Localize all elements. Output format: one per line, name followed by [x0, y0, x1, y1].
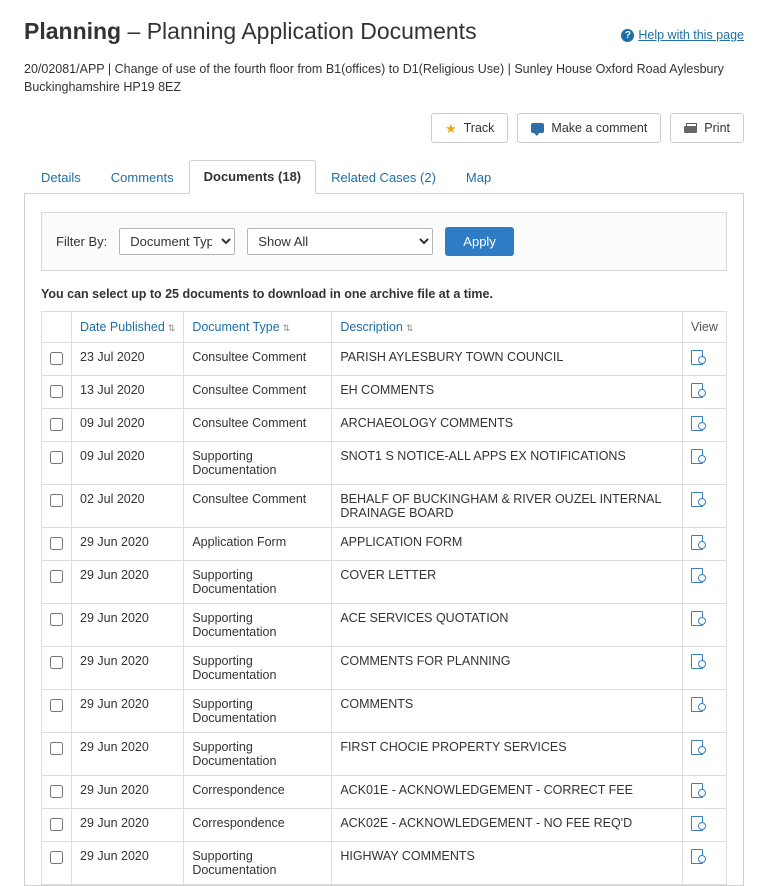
- row-checkbox[interactable]: [50, 418, 63, 431]
- page-title-rest: – Planning Application Documents: [121, 18, 477, 44]
- row-select-cell: [42, 528, 72, 561]
- row-date: 29 Jun 2020: [72, 647, 184, 690]
- documents-table-body: [42, 343, 727, 885]
- sort-icon: ⇅: [405, 323, 414, 334]
- row-type: Consultee Comment: [184, 343, 332, 376]
- print-button[interactable]: [670, 113, 744, 143]
- view-document-icon[interactable]: [691, 740, 705, 754]
- table-row: [42, 690, 727, 733]
- row-view-cell: [683, 343, 727, 376]
- row-view-cell: [683, 485, 727, 528]
- tab-comments[interactable]: Comments: [110, 170, 174, 186]
- filter-bar: [41, 212, 727, 271]
- table-row: [42, 343, 727, 376]
- row-select-cell: [42, 733, 72, 776]
- header-description-label: Description: [340, 320, 403, 335]
- header-view-label: View: [691, 320, 718, 335]
- page-title-strong: Planning: [24, 18, 122, 44]
- select-all-header: [42, 312, 72, 343]
- row-description: ACK01E - ACKNOWLEDGEMENT - CORRECT FEE: [332, 776, 683, 809]
- table-row: [42, 809, 727, 842]
- row-checkbox[interactable]: [50, 352, 63, 365]
- table-row: [42, 485, 727, 528]
- header-document-type[interactable]: [184, 312, 332, 343]
- row-checkbox[interactable]: [50, 494, 63, 507]
- print-button-label: Print: [704, 120, 730, 135]
- row-description: PARISH AYLESBURY TOWN COUNCIL: [332, 343, 683, 376]
- row-checkbox[interactable]: [50, 613, 63, 626]
- view-document-icon[interactable]: [691, 783, 705, 797]
- row-select-cell: [42, 809, 72, 842]
- tab-documents[interactable]: Documents (18): [189, 160, 317, 194]
- row-type: Supporting Documentation: [184, 842, 332, 885]
- row-type: Consultee Comment: [184, 409, 332, 442]
- view-document-icon[interactable]: [691, 449, 705, 463]
- row-description: ACE SERVICES QUOTATION: [332, 604, 683, 647]
- row-select-cell: [42, 604, 72, 647]
- view-document-icon[interactable]: [691, 568, 705, 582]
- row-select-cell: [42, 842, 72, 885]
- row-checkbox[interactable]: [50, 570, 63, 583]
- row-description: COVER LETTER: [332, 561, 683, 604]
- row-type: Supporting Documentation: [184, 690, 332, 733]
- row-type: Correspondence: [184, 776, 332, 809]
- row-checkbox[interactable]: [50, 851, 63, 864]
- row-description: HIGHWAY COMMENTS: [332, 842, 683, 885]
- row-type: Application Form: [184, 528, 332, 561]
- row-date: 02 Jul 2020: [72, 485, 184, 528]
- table-row: [42, 528, 727, 561]
- row-checkbox[interactable]: [50, 656, 63, 669]
- header-view: [683, 312, 727, 343]
- row-description: BEHALF OF BUCKINGHAM & RIVER OUZEL INTERNAL DRAINAGE BOARD: [332, 485, 683, 528]
- row-description: ACK02E - ACKNOWLEDGEMENT - NO FEE REQ'D: [332, 809, 683, 842]
- row-view-cell: [683, 842, 727, 885]
- row-type: Supporting Documentation: [184, 442, 332, 485]
- row-view-cell: [683, 647, 727, 690]
- sort-icon: ⇅: [282, 323, 291, 334]
- document-type-select[interactable]: [119, 228, 235, 255]
- row-type: Consultee Comment: [184, 485, 332, 528]
- row-select-cell: [42, 561, 72, 604]
- row-view-cell: [683, 409, 727, 442]
- row-date: 09 Jul 2020: [72, 442, 184, 485]
- row-description: FIRST CHOCIE PROPERTY SERVICES: [332, 733, 683, 776]
- view-document-icon[interactable]: [691, 535, 705, 549]
- help-with-this-page-link[interactable]: [621, 28, 744, 42]
- table-row: [42, 409, 727, 442]
- row-view-cell: [683, 809, 727, 842]
- row-type: Supporting Documentation: [184, 561, 332, 604]
- comment-icon: [531, 123, 544, 133]
- selection-limit-note: You can select up to 25 documents to download in one archive file at a time.: [41, 287, 493, 302]
- row-description: SNOT1 S NOTICE-ALL APPS EX NOTIFICATIONS: [332, 442, 683, 485]
- star-icon: ★: [444, 120, 457, 136]
- make-a-comment-button[interactable]: [517, 113, 661, 143]
- action-buttons: [24, 113, 744, 143]
- row-date: 29 Jun 2020: [72, 561, 184, 604]
- comment-button-label: Make a comment: [551, 120, 648, 135]
- header-description[interactable]: [332, 312, 683, 343]
- view-document-icon[interactable]: [691, 350, 705, 364]
- row-view-cell: [683, 376, 727, 409]
- row-date: 29 Jun 2020: [72, 776, 184, 809]
- row-checkbox[interactable]: [50, 537, 63, 550]
- view-document-icon[interactable]: [691, 849, 705, 863]
- tab-details[interactable]: Details: [41, 170, 81, 186]
- page-title: [24, 18, 477, 46]
- row-checkbox[interactable]: [50, 742, 63, 755]
- table-row: [42, 376, 727, 409]
- table-row: [42, 842, 727, 885]
- row-date: 29 Jun 2020: [72, 528, 184, 561]
- row-select-cell: [42, 442, 72, 485]
- view-document-icon[interactable]: [691, 611, 705, 625]
- documents-panel: [24, 194, 744, 886]
- tab-map[interactable]: Map: [465, 170, 492, 186]
- row-type: Consultee Comment: [184, 376, 332, 409]
- row-select-cell: [42, 343, 72, 376]
- row-description: COMMENTS FOR PLANNING: [332, 647, 683, 690]
- row-date: 29 Jun 2020: [72, 604, 184, 647]
- printer-icon: [684, 123, 697, 134]
- application-summary: 20/02081/APP | Change of use of the fourth floor from B1(offices) to D1(Religious Use) | Sunley House Oxford Road Aylesbury Buckinghamshire HP19 8EZ: [24, 61, 724, 95]
- header-document-type-label: Document Type: [192, 320, 280, 335]
- documents-table-head: [42, 312, 727, 343]
- row-checkbox[interactable]: [50, 699, 63, 712]
- row-view-cell: [683, 528, 727, 561]
- row-date: 29 Jun 2020: [72, 809, 184, 842]
- row-select-cell: [42, 376, 72, 409]
- row-type: Supporting Documentation: [184, 604, 332, 647]
- row-checkbox[interactable]: [50, 785, 63, 798]
- table-row: [42, 604, 727, 647]
- row-select-cell: [42, 485, 72, 528]
- help-link-label: Help with this page: [638, 28, 744, 42]
- show-all-select[interactable]: [247, 228, 433, 255]
- table-row: [42, 442, 727, 485]
- row-date: 23 Jul 2020: [72, 343, 184, 376]
- row-type: Supporting Documentation: [184, 733, 332, 776]
- view-document-icon[interactable]: [691, 654, 705, 668]
- row-view-cell: [683, 604, 727, 647]
- table-row: [42, 776, 727, 809]
- row-type: Correspondence: [184, 809, 332, 842]
- header-date-published-label: Date Published: [80, 320, 165, 335]
- view-document-icon[interactable]: [691, 416, 705, 430]
- view-document-icon[interactable]: [691, 492, 705, 506]
- sort-icon: ⇅: [167, 323, 176, 334]
- row-view-cell: [683, 442, 727, 485]
- apply-button[interactable]: Apply: [445, 227, 514, 256]
- row-date: 29 Jun 2020: [72, 733, 184, 776]
- tab-bar: [24, 159, 744, 194]
- row-checkbox[interactable]: [50, 818, 63, 831]
- header-date-published[interactable]: [72, 312, 184, 343]
- row-checkbox[interactable]: [50, 451, 63, 464]
- row-view-cell: [683, 561, 727, 604]
- row-description: APPLICATION FORM: [332, 528, 683, 561]
- help-icon: ?: [621, 29, 634, 42]
- view-document-icon[interactable]: [691, 383, 705, 397]
- row-checkbox[interactable]: [50, 385, 63, 398]
- table-row: [42, 647, 727, 690]
- table-row: [42, 561, 727, 604]
- row-select-cell: [42, 409, 72, 442]
- row-view-cell: [683, 690, 727, 733]
- row-description: EH COMMENTS: [332, 376, 683, 409]
- row-select-cell: [42, 647, 72, 690]
- filter-label: Filter By:: [56, 234, 108, 250]
- row-description: COMMENTS: [332, 690, 683, 733]
- row-description: ARCHAEOLOGY COMMENTS: [332, 409, 683, 442]
- row-date: 29 Jun 2020: [72, 842, 184, 885]
- row-view-cell: [683, 733, 727, 776]
- view-document-icon[interactable]: [691, 816, 705, 830]
- title-row: [24, 18, 744, 46]
- row-date: 13 Jul 2020: [72, 376, 184, 409]
- row-select-cell: [42, 776, 72, 809]
- row-select-cell: [42, 690, 72, 733]
- table-row: [42, 733, 727, 776]
- track-button-label: Track: [463, 120, 495, 135]
- track-button[interactable]: [431, 113, 508, 143]
- documents-table: [41, 311, 727, 885]
- row-date: 29 Jun 2020: [72, 690, 184, 733]
- row-view-cell: [683, 776, 727, 809]
- row-type: Supporting Documentation: [184, 647, 332, 690]
- row-date: 09 Jul 2020: [72, 409, 184, 442]
- view-document-icon[interactable]: [691, 697, 705, 711]
- table-header-row: [42, 312, 727, 343]
- tab-related-cases[interactable]: Related Cases (2): [331, 170, 436, 186]
